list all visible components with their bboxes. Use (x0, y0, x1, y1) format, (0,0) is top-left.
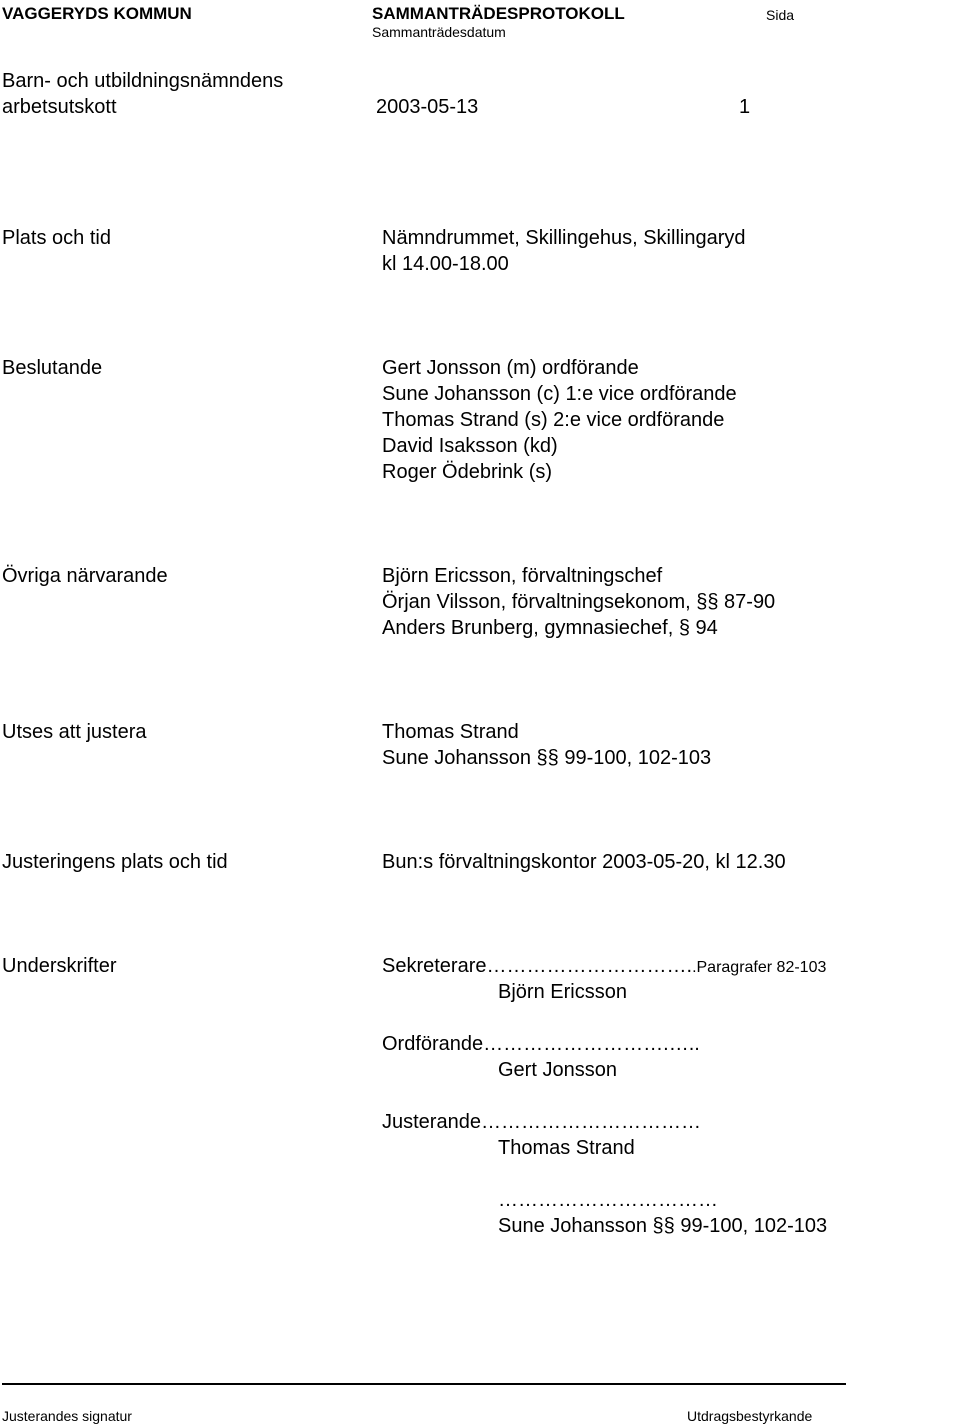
place-time-value (382, 225, 745, 277)
adjuster-signature-line: Justerande…………………………… (382, 1111, 701, 1133)
other-present: Björn Ericsson, förvaltningschef (382, 565, 663, 587)
footer-rule (2, 1383, 846, 1385)
chair-name: Gert Jonsson (498, 1059, 617, 1081)
place-line: Nämndrummet, Skillingehus, Skillingaryd (382, 227, 746, 249)
others-present-label: Övriga närvarande (2, 565, 168, 587)
adjuster: Thomas Strand (382, 721, 519, 743)
adjustment-label: Justeringens plats och tid (2, 851, 228, 873)
decision-maker: Roger Ödebrink (s) (382, 461, 553, 483)
chair-signature-line: Ordförande……………………….….. (382, 1033, 700, 1055)
municipality-name: VAGGERYDS KOMMUN (2, 4, 192, 23)
meeting-date-label: Sammanträdesdatum (372, 24, 506, 40)
committee-name-line1: Barn- och utbildningsnämndens (2, 70, 284, 92)
other-present: Anders Brunberg, gymnasiechef, § 94 (382, 617, 718, 639)
decision-maker: Thomas Strand (s) 2:e vice ordförande (382, 409, 725, 431)
time-line: kl 14.00-18.00 (382, 253, 509, 275)
secretary-name: Björn Ericsson (498, 981, 627, 1003)
decision-maker: Sune Johansson (c) 1:e vice ordförande (382, 383, 737, 405)
others-present-list (382, 563, 775, 641)
decision-makers-label: Beslutande (2, 357, 103, 379)
place-time-label: Plats och tid (2, 227, 111, 249)
secretary-role: Sekreterare…………………………. (382, 955, 693, 977)
decision-maker: Gert Jonsson (m) ordförande (382, 357, 639, 379)
decision-maker: David Isaksson (kd) (382, 435, 558, 457)
page-number: 1 (739, 96, 751, 118)
footer-signature-label: Justerandes signatur (2, 1408, 132, 1424)
signatures-label: Underskrifter (2, 955, 117, 977)
adjuster-name: Thomas Strand (498, 1137, 635, 1159)
secretary-signature-line (382, 953, 826, 981)
page-label: Sida (766, 7, 795, 23)
second-adjuster-name: Sune Johansson §§ 99-100, 102-103 (498, 1215, 828, 1237)
other-present: Örjan Vilsson, förvaltningsekonom, §§ 87-90 (382, 591, 776, 613)
adjusters-list (382, 719, 711, 771)
adjustment-value: Bun:s förvaltningskontor 2003-05-20, kl 12.30 (382, 851, 786, 873)
adjuster: Sune Johansson §§ 99-100, 102-103 (382, 747, 712, 769)
decision-makers-list (382, 355, 737, 485)
meeting-date: 2003-05-13 (376, 96, 479, 118)
second-adjuster-signature-line: …………………………… (498, 1189, 718, 1211)
committee-name-line2: arbetsutskott (2, 96, 117, 118)
footer-certification-label: Utdragsbestyrkande (687, 1408, 813, 1424)
secretary-paragraphs: .Paragrafer 82-103 (692, 959, 827, 976)
protocol-title: SAMMANTRÄDESPROTOKOLL (372, 4, 625, 23)
adjusters-label: Utses att justera (2, 721, 147, 743)
